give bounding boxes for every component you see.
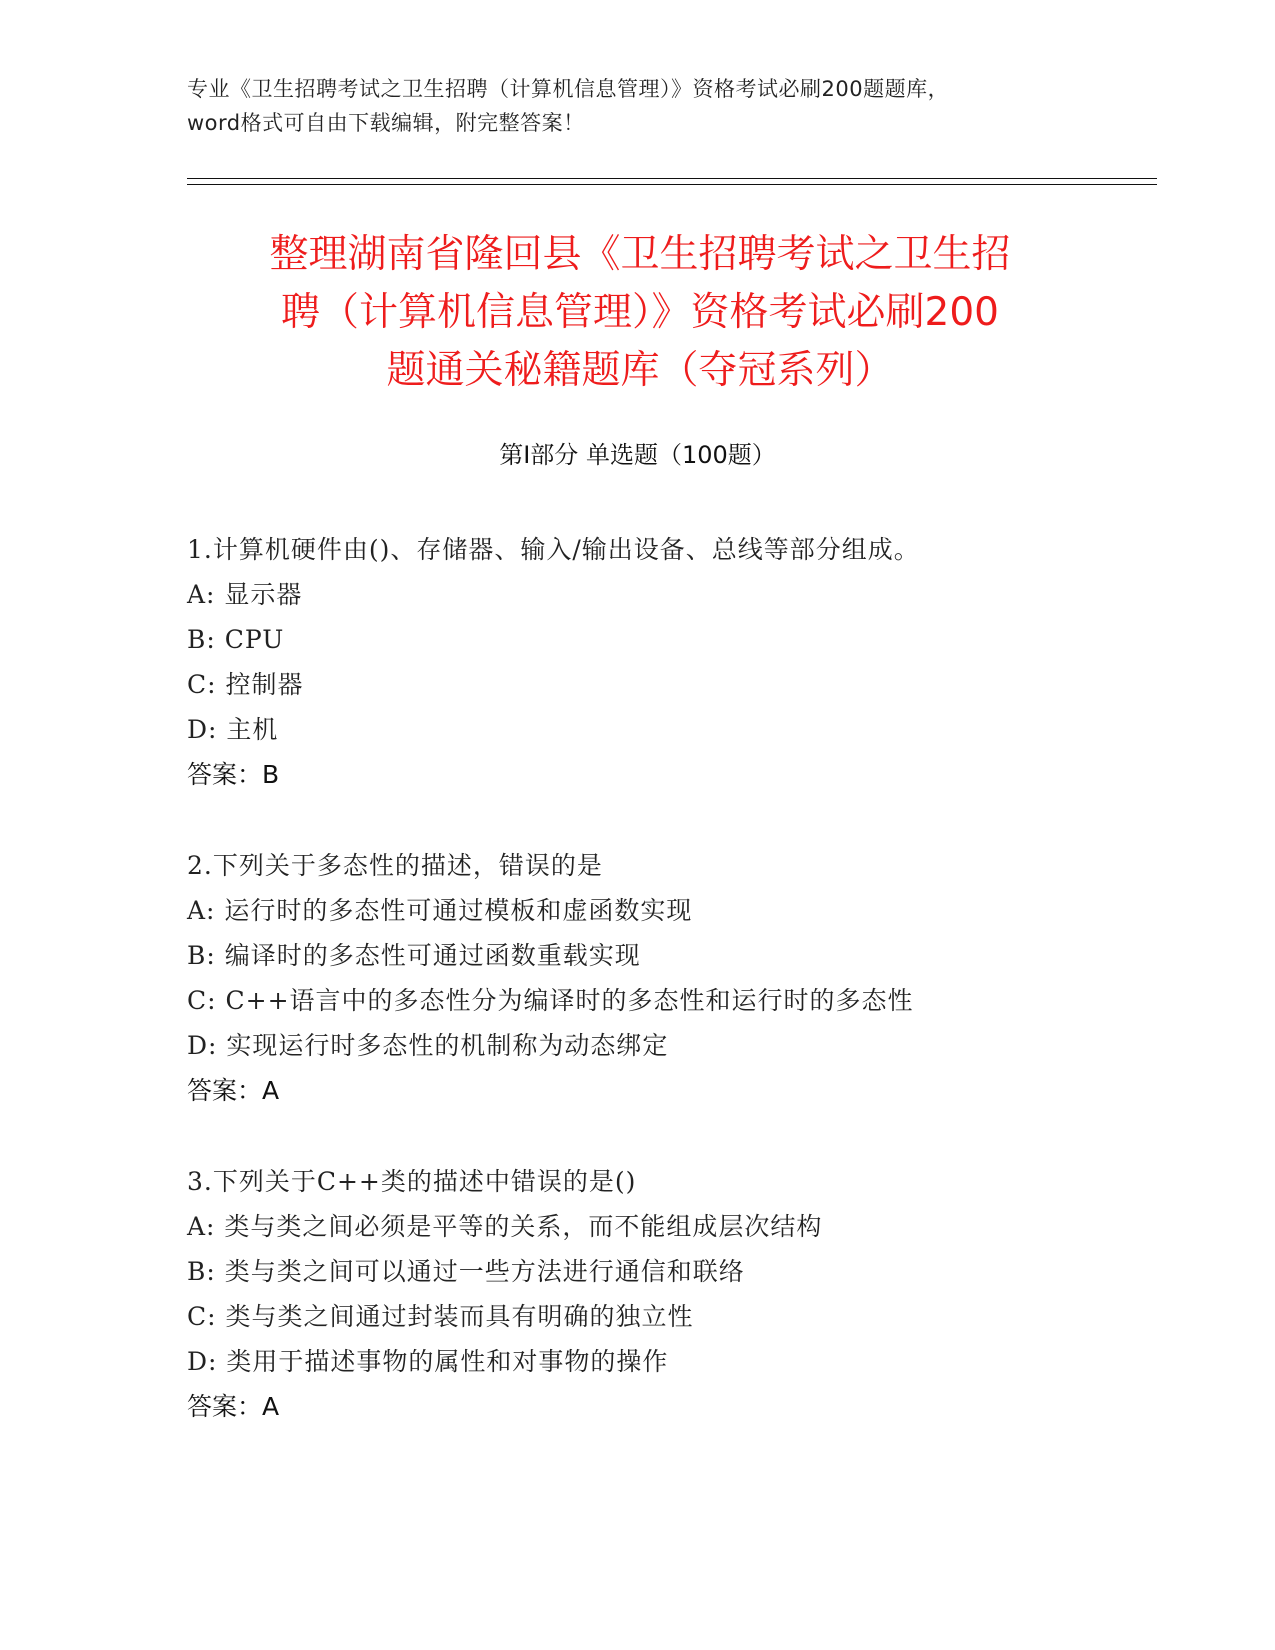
option-d: D: 主机	[187, 715, 279, 744]
answer-line: 答案：A	[187, 1076, 280, 1105]
option-b: B: 编译时的多态性可通过函数重载实现	[187, 941, 641, 970]
section-heading: 第Ⅰ部分 单选题（100题）	[499, 441, 776, 469]
option-a: A: 运行时的多态性可通过模板和虚函数实现	[187, 896, 693, 925]
option-d: D: 类用于描述事物的属性和对事物的操作	[187, 1347, 669, 1376]
option-b: B: 类与类之间可以通过一些方法进行通信和联络	[187, 1257, 745, 1286]
option-d: D: 实现运行时多态性的机制称为动态绑定	[187, 1031, 669, 1060]
document-title-line-3: 题通关秘籍题库（夺冠系列）	[386, 348, 894, 393]
option-c: C: C++语言中的多态性分为编译时的多态性和运行时的多态性	[187, 986, 914, 1015]
document-title-line-1: 整理湖南省隆回县《卫生招聘考试之卫生招	[269, 232, 1011, 277]
header-divider-top	[187, 178, 1157, 179]
header-note	[187, 72, 1087, 140]
question-1	[187, 527, 1147, 797]
question-stem: 1.计算机硬件由()、存储器、输入/输出设备、总线等部分组成。	[187, 535, 920, 564]
answer-line: 答案：B	[187, 760, 280, 789]
header-note-line-1: 专业《卫生招聘考试之卫生招聘（计算机信息管理）》资格考试必刷200题题库，	[187, 77, 950, 101]
header-note-line-2: word格式可自由下载编辑，附完整答案！	[187, 111, 585, 135]
document-title	[180, 226, 1100, 400]
question-2	[187, 843, 1147, 1113]
header-divider-bottom	[187, 184, 1157, 185]
question-stem: 2.下列关于多态性的描述，错误的是	[187, 851, 603, 880]
question-list	[187, 527, 1147, 1475]
option-a: A: 显示器	[187, 580, 303, 609]
option-a: A: 类与类之间必须是平等的关系，而不能组成层次结构	[187, 1212, 823, 1241]
option-c: C: 控制器	[187, 670, 304, 699]
question-3	[187, 1159, 1147, 1429]
document-title-line-2: 聘（计算机信息管理）》资格考试必刷200	[281, 290, 999, 335]
option-c: C: 类与类之间通过封装而具有明确的独立性	[187, 1302, 694, 1331]
answer-line: 答案：A	[187, 1392, 280, 1421]
question-stem: 3.下列关于C++类的描述中错误的是()	[187, 1167, 637, 1196]
option-b: B: CPU	[187, 625, 285, 654]
